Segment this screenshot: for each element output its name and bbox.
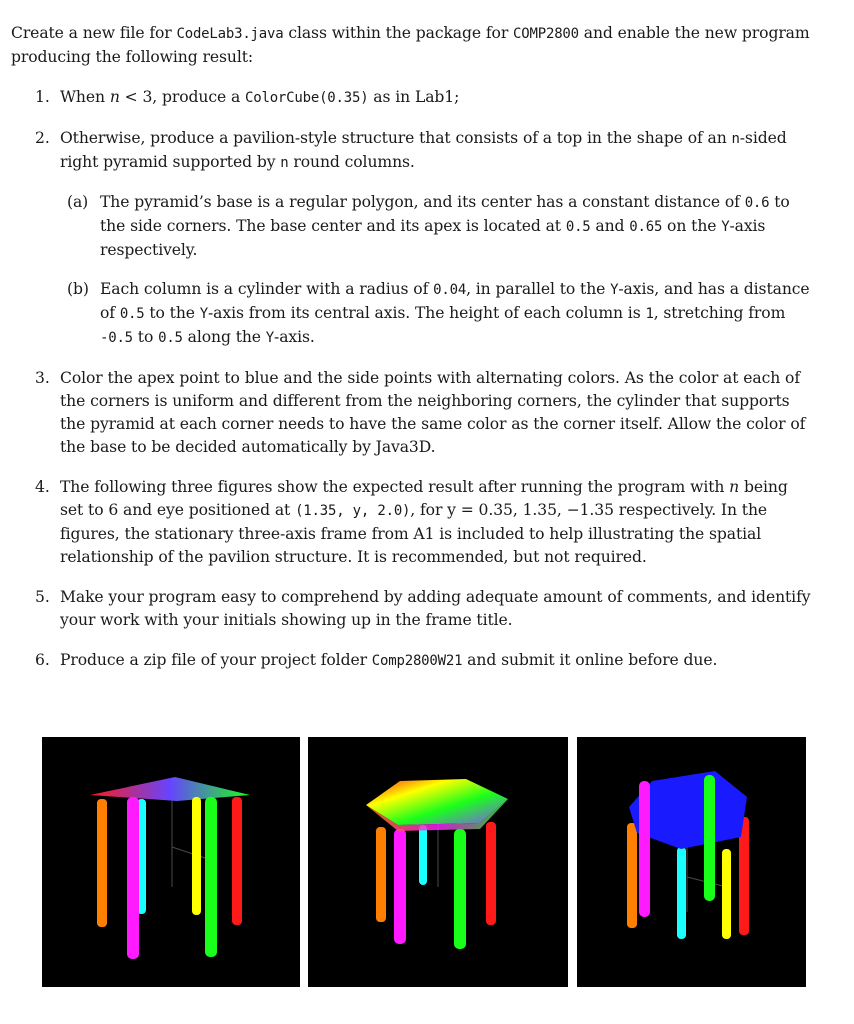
sub-list xyxy=(60,191,811,350)
column xyxy=(704,775,715,901)
list-item: 5. Make your program easy to comprehend by adding adequate amount of comments, and identify your work with your initials showing up in the frame title. xyxy=(35,588,811,629)
column xyxy=(677,847,686,939)
assignment-text xyxy=(11,22,811,690)
column xyxy=(454,829,466,949)
column xyxy=(722,849,731,939)
column xyxy=(394,829,406,944)
pyramid-top xyxy=(90,777,250,801)
column xyxy=(205,797,217,957)
intro-paragraph: Create a new file for CodeLab3.java class within the package for COMP2800 and enable the new program producing the following result: xyxy=(11,24,810,66)
figure-1-pavilion xyxy=(42,737,300,987)
column xyxy=(232,797,242,925)
column xyxy=(627,823,637,928)
list-item: 6. Produce a zip file of your project folder Comp2800W21 and submit it online before due. xyxy=(35,651,718,669)
list-item: 1. When n < 3, produce a ColorCube(0.35) as in Lab1; xyxy=(35,88,460,106)
list-item: 2. Otherwise, produce a pavilion-style structure that consists of a top in the shape of an n-sided right pyramid supported by n round columns. (a) The pyramid’s base is a regular polygon, and its center has a constant distance of 0.6 to the side corners. The base center and its apex is located at 0.5 and 0.65 on the Y-axis respectively. (b) Each column is a cylinder with a radius of 0.04, in parallel to the Y-axis, and has a distance of 0.5 to the Y-axis from its central axis. The height of each column is 1, stretching from -0.5 to 0.5 along the Y-axis. xyxy=(11,127,811,350)
list-item: 3. Color the apex point to blue and the side points with alternating colors. As the color at each of the corners is uniform and different from the neighboring corners, the cylinder that supports the pyramid at each corner needs to have the same color as the corner itself. Allow the color of the base to be decided automatically by Java3D. xyxy=(35,369,806,456)
requirements-list xyxy=(11,86,811,673)
figure-2-pavilion xyxy=(308,737,568,987)
sub-list-item: (b) Each column is a cylinder with a radius of 0.04, in parallel to the Y-axis, and has a distance of 0.5 to the Y-axis from its central axis. The height of each column is 1, stretching from -0.5 to 0.5 along the Y-axis. xyxy=(67,280,810,346)
sub-list-item: (a) The pyramid’s base is a regular polygon, and its center has a constant distance of 0.6 to the side corners. The base center and its apex is located at 0.5 and 0.65 on the Y-axis respectively. xyxy=(67,193,790,259)
figure-3-pavilion xyxy=(577,737,806,987)
column xyxy=(192,797,201,915)
column xyxy=(127,797,139,959)
column xyxy=(639,781,650,917)
column xyxy=(486,822,496,925)
column xyxy=(97,799,107,927)
column xyxy=(376,827,386,922)
list-item: 4. The following three figures show the expected result after running the program with n being set to 6 and eye positioned at (1.35, y, 2.0), for y = 0.35, 1.35, −1.35 respectively. In the figures, the stationary three-axis frame from A1 is included to help illustrating the spatial relationship of the pavilion structure. It is recommended, but not required. xyxy=(35,478,788,566)
column xyxy=(419,825,427,885)
